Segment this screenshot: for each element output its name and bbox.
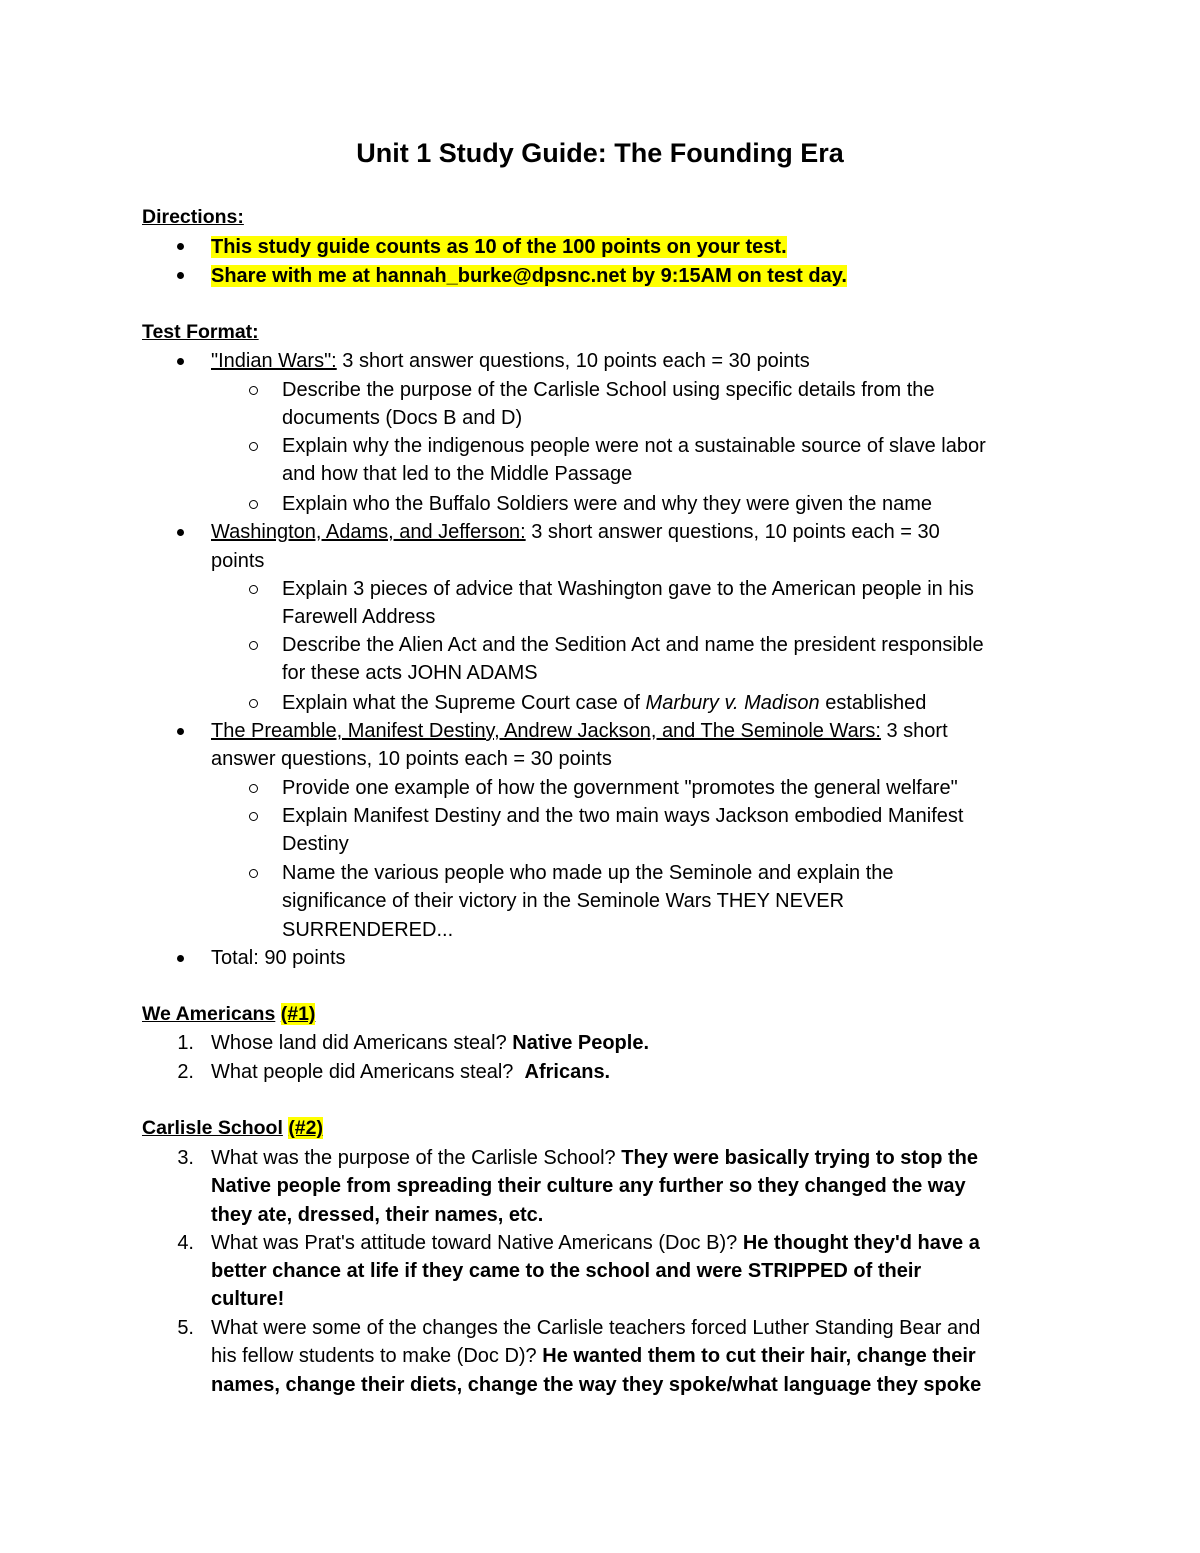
circle-bullet-icon: [249, 585, 258, 594]
sub-item: Explain who the Buffalo Soldiers were and why they were given the name: [282, 493, 933, 515]
test-format-group-3: The Preamble, Manifest Destiny, Andrew Jackson, and The Seminole Wars: 3 short: [211, 720, 948, 742]
bullet-icon: [177, 728, 184, 735]
directions-item-1: This study guide counts as 10 of the 100 points on your test.: [211, 236, 787, 258]
question-number: 4.: [177, 1232, 194, 1254]
circle-bullet-icon: [249, 641, 258, 650]
sub-item-cont: SURRENDERED...: [282, 919, 454, 941]
sub-item: Provide one example of how the government "promotes the general welfare": [282, 777, 958, 799]
question-5: What were some of the changes the Carlisle teachers forced Luther Standing Bear and: [211, 1317, 981, 1339]
question-5-cont: his fellow students to make (Doc D)? He wanted them to cut their hair, change their: [211, 1345, 976, 1367]
sub-item: Describe the Alien Act and the Sedition Act and name the president responsible: [282, 634, 984, 656]
sub-item: Describe the purpose of the Carlisle School using specific details from the: [282, 379, 935, 401]
sub-item: Explain what the Supreme Court case of Marbury v. Madison established: [282, 692, 927, 714]
we-americans-heading: We Americans (#1): [142, 1003, 316, 1025]
question-number: 5.: [177, 1317, 194, 1339]
circle-bullet-icon: [249, 386, 258, 395]
question-number: 1.: [177, 1032, 194, 1054]
circle-bullet-icon: [249, 784, 258, 793]
bullet-icon: [177, 955, 184, 962]
answer-cont: they ate, dressed, their names, etc.: [211, 1204, 544, 1226]
question-number: 2.: [177, 1061, 194, 1083]
question-number: 3.: [177, 1147, 194, 1169]
question-3: What was the purpose of the Carlisle School? They were basically trying to stop the: [211, 1147, 978, 1169]
question-4: What was Prat's attitude toward Native Americans (Doc B)? He thought they'd have a: [211, 1232, 980, 1254]
sub-item-cont: Farewell Address: [282, 606, 436, 628]
circle-bullet-icon: [249, 442, 258, 451]
question-2: What people did Americans steal? Africans.: [211, 1061, 611, 1083]
directions-item-2: Share with me at hannah_burke@dpsnc.net by 9:15AM on test day.: [211, 265, 847, 287]
page-title: Unit 1 Study Guide: The Founding Era: [356, 138, 844, 168]
test-format-heading: Test Format:: [142, 321, 259, 343]
sub-item: Explain Manifest Destiny and the two main ways Jackson embodied Manifest: [282, 805, 964, 827]
circle-bullet-icon: [249, 812, 258, 821]
test-format-group-2: Washington, Adams, and Jefferson: 3 short answer questions, 10 points each = 30: [211, 521, 940, 543]
sub-item-cont: Destiny: [282, 833, 349, 855]
bullet-icon: [177, 358, 184, 365]
answer-cont: culture!: [211, 1288, 285, 1310]
question-1: Whose land did Americans steal? Native People.: [211, 1032, 649, 1054]
sub-item-cont: significance of their victory in the Seminole Wars THEY NEVER: [282, 890, 845, 912]
answer-cont: Native people from spreading their culture any further so they changed the way: [211, 1175, 966, 1197]
sub-item: Explain 3 pieces of advice that Washington gave to the American people in his: [282, 578, 974, 600]
sub-item-cont: for these acts JOHN ADAMS: [282, 662, 538, 684]
directions-heading: Directions:: [142, 206, 244, 228]
answer-cont: better chance at life if they came to the school and were STRIPPED of their: [211, 1260, 922, 1282]
circle-bullet-icon: [249, 869, 258, 878]
sub-item-cont: and how that led to the Middle Passage: [282, 463, 633, 485]
sub-item: Name the various people who made up the Seminole and explain the: [282, 862, 894, 884]
answer-cont: names, change their diets, change the way they spoke/what language they spoke: [211, 1374, 982, 1396]
test-format-total: Total: 90 points: [211, 947, 346, 969]
bullet-icon: [177, 272, 184, 279]
sub-item: Explain why the indigenous people were not a sustainable source of slave labor: [282, 435, 986, 457]
circle-bullet-icon: [249, 500, 258, 509]
test-format-group-1: "Indian Wars": 3 short answer questions, 10 points each = 30 points: [211, 350, 810, 372]
test-format-group-3-cont: answer questions, 10 points each = 30 points: [211, 748, 612, 770]
bullet-icon: [177, 529, 184, 536]
circle-bullet-icon: [249, 699, 258, 708]
test-format-group-2-cont: points: [211, 550, 265, 572]
sub-item-cont: documents (Docs B and D): [282, 407, 523, 429]
carlisle-heading: Carlisle School (#2): [142, 1117, 323, 1139]
bullet-icon: [177, 243, 184, 250]
